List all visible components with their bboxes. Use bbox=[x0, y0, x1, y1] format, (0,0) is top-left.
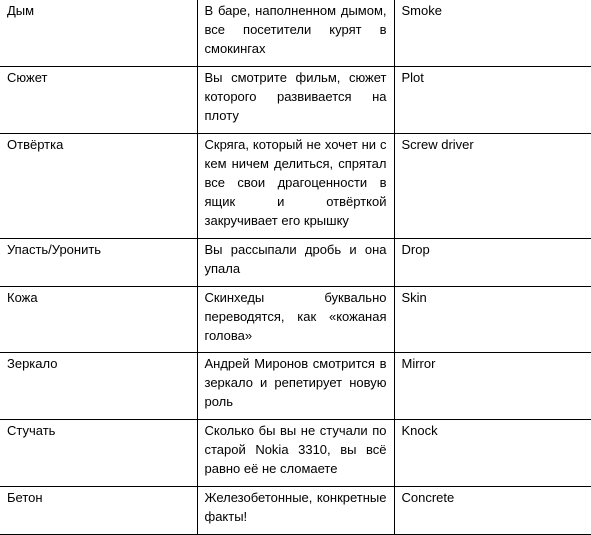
english-word-cell: Smoke bbox=[394, 0, 591, 66]
russian-word-cell: Упасть/Уронить bbox=[0, 238, 197, 286]
table-row bbox=[0, 419, 591, 486]
table-row bbox=[0, 286, 591, 352]
table-row bbox=[0, 133, 591, 238]
english-word-cell: Mirror bbox=[394, 352, 591, 419]
russian-word-cell: Бетон bbox=[0, 486, 197, 534]
english-word-cell: Screw driver bbox=[394, 133, 591, 238]
mnemonic-cell: Андрей Миронов смотрится в зеркало и репетирует новую роль bbox=[197, 352, 394, 419]
table-row bbox=[0, 0, 591, 66]
english-word-cell: Plot bbox=[394, 66, 591, 133]
table-row bbox=[0, 66, 591, 133]
russian-word-cell: Кожа bbox=[0, 286, 197, 352]
english-word-cell: Knock bbox=[394, 419, 591, 486]
mnemonic-cell: Скряга, который не хочет ни с кем ничем делиться, спрятал все свои драгоценности в ящик и отвёрткой закручивает его крышку bbox=[197, 133, 394, 238]
russian-word-cell: Стучать bbox=[0, 419, 197, 486]
table-row bbox=[0, 486, 591, 534]
russian-word-cell: Отвёртка bbox=[0, 133, 197, 238]
russian-word-cell: Сюжет bbox=[0, 66, 197, 133]
english-word-cell: Drop bbox=[394, 238, 591, 286]
mnemonic-cell: Вы рассыпали дробь и она упала bbox=[197, 238, 394, 286]
english-word-cell: Skin bbox=[394, 286, 591, 352]
russian-word-cell: Зеркало bbox=[0, 352, 197, 419]
english-word-cell: Concrete bbox=[394, 486, 591, 534]
table-row bbox=[0, 238, 591, 286]
mnemonic-cell: Вы смотрите фильм, сюжет которого развивается на плоту bbox=[197, 66, 394, 133]
mnemonic-cell: В баре, наполненном дымом, все посетители курят в смокингах bbox=[197, 0, 394, 66]
russian-word-cell: Дым bbox=[0, 0, 197, 66]
table-row bbox=[0, 352, 591, 419]
mnemonic-cell: Железобетонные, конкретные факты! bbox=[197, 486, 394, 534]
mnemonic-cell: Скинхеды буквально переводятся, как «кожаная голова» bbox=[197, 286, 394, 352]
mnemonic-cell: Сколько бы вы не стучали по старой Nokia 3310, вы всё равно её не сломаете bbox=[197, 419, 394, 486]
